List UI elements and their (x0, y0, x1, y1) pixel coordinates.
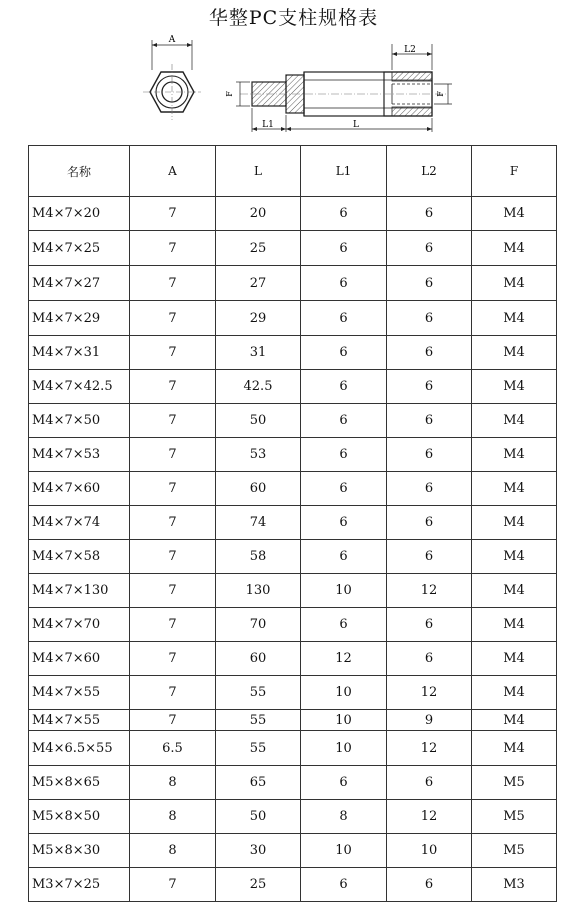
cell-name: M4×7×60 (29, 642, 130, 676)
cell-a: 7 (130, 197, 216, 231)
cell-name: M3×7×25 (29, 868, 130, 902)
cell-l1: 10 (301, 834, 387, 868)
dim-f-left-label: F (225, 91, 234, 97)
dim-l1-label: L1 (262, 120, 274, 130)
cell-l: 65 (216, 766, 301, 800)
cell-name: M4×7×74 (29, 506, 130, 540)
table-header-row (29, 146, 557, 197)
cell-a: 7 (130, 472, 216, 506)
cell-l1: 10 (301, 731, 387, 766)
table-row (29, 336, 557, 370)
cell-l2: 12 (387, 676, 472, 710)
table-row (29, 731, 557, 766)
cell-f: M4 (472, 472, 557, 506)
cell-f: M4 (472, 540, 557, 574)
cell-l: 29 (216, 301, 301, 336)
cell-l1: 6 (301, 540, 387, 574)
cell-a: 7 (130, 642, 216, 676)
cell-f: M4 (472, 506, 557, 540)
cell-f: M4 (472, 231, 557, 266)
cell-f: M4 (472, 676, 557, 710)
cell-l2: 6 (387, 608, 472, 642)
table-row (29, 231, 557, 266)
header-l: L (216, 146, 301, 197)
cell-l1: 10 (301, 676, 387, 710)
table-row (29, 506, 557, 540)
cell-f: M4 (472, 404, 557, 438)
table-row (29, 574, 557, 608)
cell-a: 7 (130, 404, 216, 438)
hex-end-view (143, 40, 201, 120)
spec-table (28, 145, 557, 902)
cell-f: M5 (472, 834, 557, 868)
cell-a: 7 (130, 868, 216, 902)
cell-name: M4×7×29 (29, 301, 130, 336)
header-a: A (130, 146, 216, 197)
table-row (29, 676, 557, 710)
cell-l1: 12 (301, 642, 387, 676)
cell-f: M5 (472, 766, 557, 800)
cell-name: M5×8×30 (29, 834, 130, 868)
cell-name: M4×7×20 (29, 197, 130, 231)
cell-f: M4 (472, 301, 557, 336)
cell-a: 6.5 (130, 731, 216, 766)
cell-name: M4×7×53 (29, 438, 130, 472)
cell-l2: 6 (387, 231, 472, 266)
header-f: F (472, 146, 557, 197)
cell-l1: 6 (301, 766, 387, 800)
table-row (29, 766, 557, 800)
cell-f: M4 (472, 731, 557, 766)
cell-l1: 6 (301, 438, 387, 472)
cell-a: 7 (130, 506, 216, 540)
cell-l1: 6 (301, 370, 387, 404)
cell-l1: 6 (301, 231, 387, 266)
cell-a: 7 (130, 676, 216, 710)
cell-l2: 6 (387, 472, 472, 506)
cell-a: 8 (130, 800, 216, 834)
table-row (29, 642, 557, 676)
cell-name: M5×8×65 (29, 766, 130, 800)
cell-l: 42.5 (216, 370, 301, 404)
table-row (29, 266, 557, 301)
side-section-view (236, 44, 452, 132)
cell-name: M4×7×25 (29, 231, 130, 266)
cell-l: 58 (216, 540, 301, 574)
dim-a-label: A (168, 35, 176, 45)
cell-f: M4 (472, 438, 557, 472)
cell-l: 60 (216, 472, 301, 506)
cell-l1: 6 (301, 472, 387, 506)
header-l1: L1 (301, 146, 387, 197)
cell-a: 7 (130, 540, 216, 574)
cell-l: 53 (216, 438, 301, 472)
cell-name: M4×7×55 (29, 676, 130, 710)
cell-a: 7 (130, 336, 216, 370)
cell-l: 20 (216, 197, 301, 231)
cell-l: 31 (216, 336, 301, 370)
cell-f: M4 (472, 608, 557, 642)
table-row (29, 370, 557, 404)
cell-name: M4×7×130 (29, 574, 130, 608)
cell-name: M4×7×42.5 (29, 370, 130, 404)
table-row (29, 404, 557, 438)
cell-l2: 6 (387, 266, 472, 301)
cell-a: 7 (130, 710, 216, 731)
cell-name: M4×7×70 (29, 608, 130, 642)
cell-l1: 6 (301, 608, 387, 642)
standoff-technical-drawing (0, 0, 587, 145)
cell-l2: 6 (387, 336, 472, 370)
cell-l: 60 (216, 642, 301, 676)
cell-f: M5 (472, 800, 557, 834)
cell-f: M4 (472, 336, 557, 370)
cell-f: M4 (472, 266, 557, 301)
cell-l: 50 (216, 404, 301, 438)
cell-l: 55 (216, 731, 301, 766)
cell-l1: 6 (301, 197, 387, 231)
header-l2: L2 (387, 146, 472, 197)
cell-name: M4×7×58 (29, 540, 130, 574)
cell-a: 7 (130, 266, 216, 301)
cell-name: M4×7×31 (29, 336, 130, 370)
cell-l2: 6 (387, 301, 472, 336)
cell-l1: 6 (301, 506, 387, 540)
table-row (29, 710, 557, 731)
cell-f: M4 (472, 642, 557, 676)
table-row (29, 438, 557, 472)
cell-l2: 12 (387, 574, 472, 608)
cell-a: 8 (130, 834, 216, 868)
cell-l2: 12 (387, 800, 472, 834)
cell-a: 7 (130, 574, 216, 608)
table-row (29, 834, 557, 868)
cell-l2: 12 (387, 731, 472, 766)
cell-l1: 8 (301, 800, 387, 834)
cell-l: 27 (216, 266, 301, 301)
cell-a: 7 (130, 608, 216, 642)
cell-l1: 10 (301, 574, 387, 608)
cell-l1: 6 (301, 301, 387, 336)
cell-l1: 6 (301, 404, 387, 438)
cell-l2: 6 (387, 766, 472, 800)
cell-a: 7 (130, 231, 216, 266)
cell-l2: 6 (387, 404, 472, 438)
cell-f: M4 (472, 197, 557, 231)
cell-l2: 6 (387, 868, 472, 902)
cell-name: M4×7×60 (29, 472, 130, 506)
cell-name: M5×8×50 (29, 800, 130, 834)
table-row (29, 301, 557, 336)
dim-l-label: L (353, 120, 359, 130)
cell-l2: 10 (387, 834, 472, 868)
table-row (29, 540, 557, 574)
cell-l: 130 (216, 574, 301, 608)
cell-name: M4×7×27 (29, 266, 130, 301)
cell-l: 30 (216, 834, 301, 868)
header-name: 名称 (29, 146, 130, 197)
cell-a: 7 (130, 301, 216, 336)
cell-l: 55 (216, 676, 301, 710)
cell-l: 74 (216, 506, 301, 540)
cell-l: 25 (216, 231, 301, 266)
table-row (29, 608, 557, 642)
cell-l2: 9 (387, 710, 472, 731)
cell-l1: 6 (301, 336, 387, 370)
dim-f-right-label: F (436, 91, 445, 97)
page-title: 华整PC支柱规格表 (208, 7, 379, 29)
cell-l2: 6 (387, 370, 472, 404)
cell-f: M4 (472, 710, 557, 731)
cell-l2: 6 (387, 540, 472, 574)
cell-l: 25 (216, 868, 301, 902)
table-row (29, 868, 557, 902)
cell-l: 55 (216, 710, 301, 731)
cell-l: 70 (216, 608, 301, 642)
table-row (29, 472, 557, 506)
cell-l: 50 (216, 800, 301, 834)
cell-l2: 6 (387, 642, 472, 676)
table-row (29, 197, 557, 231)
cell-l2: 6 (387, 197, 472, 231)
cell-l2: 6 (387, 438, 472, 472)
cell-f: M4 (472, 574, 557, 608)
cell-l1: 10 (301, 710, 387, 731)
cell-name: M4×7×50 (29, 404, 130, 438)
cell-name: M4×7×55 (29, 710, 130, 731)
cell-l1: 6 (301, 868, 387, 902)
cell-f: M3 (472, 868, 557, 902)
dim-l2-label: L2 (404, 45, 416, 55)
cell-f: M4 (472, 370, 557, 404)
cell-a: 7 (130, 438, 216, 472)
cell-a: 7 (130, 370, 216, 404)
table-row (29, 800, 557, 834)
cell-l2: 6 (387, 506, 472, 540)
cell-a: 8 (130, 766, 216, 800)
cell-name: M4×6.5×55 (29, 731, 130, 766)
cell-l1: 6 (301, 266, 387, 301)
